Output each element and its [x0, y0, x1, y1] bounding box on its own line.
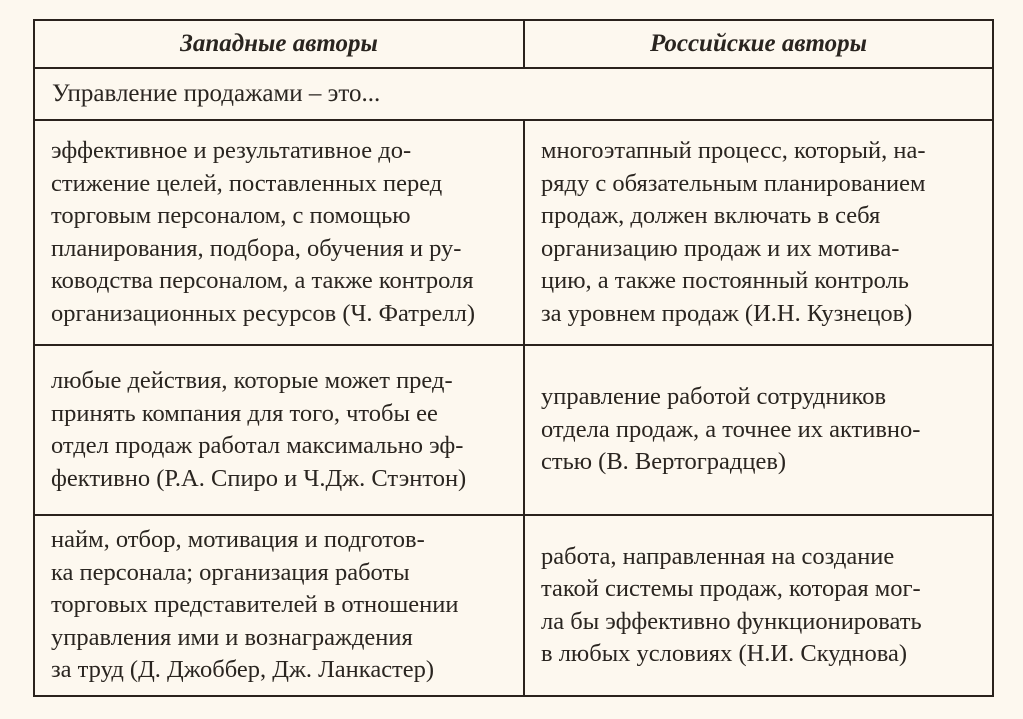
header-row: [34, 20, 993, 68]
definition-line: торговых представителей в отношении: [51, 591, 459, 619]
definition-line: за труд (Д. Джоббер, Дж. Ланкастер): [51, 656, 435, 684]
definition-line: работа, направленная на создание: [541, 542, 895, 570]
definition-line: найм, отбор, мотивация и подготов-: [51, 526, 425, 554]
definition-line: ка персонала; организация работы: [51, 558, 410, 586]
definition-line: многоэтапный процесс, который, на-: [541, 137, 926, 164]
definition-line: принять компания для того, чтобы ее: [51, 399, 438, 427]
russian-definition-cell: [524, 345, 993, 515]
definition-line: планирования, подбора, обучения и ру-: [51, 234, 462, 262]
definition-line: ла бы эффективно функционировать: [541, 607, 922, 635]
definition-line: такой системы продаж, которая мог-: [541, 575, 921, 602]
header-russian-authors: Российские авторы: [524, 20, 993, 68]
definition-line: эффективное и результативное до-: [51, 137, 412, 164]
definition-line: фективно (Р.А. Спиро и Ч.Дж. Стэнтон): [51, 464, 467, 492]
definition-line: ряду с обязательным планированием: [541, 169, 926, 197]
definitions-table: [33, 19, 994, 697]
western-definition-cell: [34, 515, 524, 696]
definition-line: стижение целей, поставленных перед: [51, 169, 443, 197]
definition-line: любые действия, которые может пред-: [51, 367, 453, 394]
russian-definition-cell: [524, 120, 993, 345]
intro-row: [34, 68, 993, 120]
intro-text: Управление продажами – это...: [34, 68, 993, 120]
definition-line: цию, а также постоянный контроль: [541, 267, 909, 294]
definition-line: ководства персоналом, а также контроля: [51, 267, 474, 294]
table-row: [34, 515, 993, 696]
definition-line: в любых условиях (Н.И. Скуднова): [541, 640, 908, 667]
russian-definition-cell: [524, 515, 993, 696]
western-definition-cell: [34, 120, 524, 345]
definition-line: стью (В. Вертоградцев): [541, 448, 787, 476]
definition-line: организационных ресурсов (Ч. Фатрелл): [51, 299, 476, 327]
header-western-authors: Западные авторы: [34, 20, 524, 68]
definition-line: продаж, должен включать в себя: [541, 202, 881, 229]
definition-line: отдела продаж, а точнее их активно-: [541, 415, 921, 443]
western-definition-cell: [34, 345, 524, 515]
definition-line: торговым персоналом, с помощью: [51, 202, 411, 229]
table-row: [34, 345, 993, 515]
definition-line: управление работой сотрудников: [541, 383, 887, 411]
definition-line: организацию продаж и их мотива-: [541, 234, 900, 262]
definition-line: за уровнем продаж (И.Н. Кузнецов): [541, 299, 913, 327]
definition-line: отдел продаж работал максимально эф-: [51, 432, 464, 459]
table-row: [34, 120, 993, 345]
definition-line: управления ими и вознаграждения: [51, 623, 413, 651]
